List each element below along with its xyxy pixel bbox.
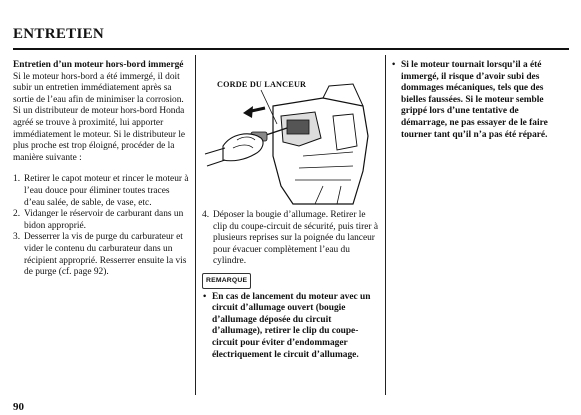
title-rule [13, 48, 569, 50]
intro-paragraph: Si le moteur hors-bord a été immergé, il doit subir un entretien immédiatement après sa sortie de l’eau afin de minimiser la corrosion. Si un distributeur de moteur hors-bord Honda agréé se trouve à proximité, lui apporter immédiatement le moteur. Si le distributeur le plus proche est trop éloigné, procéder de la manière suivante : [13, 71, 186, 163]
step-text: Desserrer la vis de purge du carburateur et vider le contenu du carburateur dans un récipient approprié. Resserrer ensuite la vis de purge (cf. page 92). [24, 232, 187, 278]
middle-column [202, 210, 380, 361]
column-divider-left [195, 55, 196, 395]
section-subhead: Entretien d’un moteur hors-bord immergé [13, 60, 184, 70]
step-number: 1. [13, 174, 21, 185]
step-text: Retirer le capot moteur et rincer le moteur à l’eau douce pour éliminer toutes traces d’eau salée, de sable, de vase, etc. [24, 174, 189, 208]
remark-wrap [202, 273, 380, 289]
step-number: 4. [202, 210, 210, 220]
right-column [391, 60, 567, 141]
step-number: 3. [13, 232, 21, 243]
column-divider-right [385, 55, 386, 395]
warning-text: Si le moteur tournait lorsqu’il a été immergé, il risque d’avoir subi des dommages mécaniques, tels que des bielles faussées. Si le moteur semble grippé lors d’une tentative de démarrage, ne pas essayer de le faire tourner tant qu’il n’a pas été réparé. [401, 60, 548, 140]
starter-rope-illustration [203, 76, 376, 206]
bullet-glyph: • [203, 291, 207, 302]
steps-list [13, 174, 189, 278]
step-item-3 [13, 232, 189, 278]
remark-text: En cas de lancement du moteur avec un circuit d’allumage ouvert (bougie d’allumage déposée du circuit d’allumage), retirer le clip du coupe-circuit pour éviter d’endommager électriquement le circuit d’allumage. [212, 291, 371, 360]
step-number: 2. [13, 209, 21, 220]
page-number: 90 [13, 401, 24, 413]
step-item-4 [202, 210, 380, 268]
step-item-1 [13, 174, 189, 209]
step-item-2 [13, 209, 189, 232]
step-4-list [202, 210, 380, 268]
step-text: Déposer la bougie d’allumage. Retirer le clip du coupe-circuit de sécurité, puis tirer à plusieurs reprises sur la poignée du lanceur pour évacuer complètement l’eau du cylindre. [213, 210, 379, 267]
warning-note [391, 60, 567, 141]
figure-label: CORDE DU LANCEUR [217, 80, 307, 89]
step-text: Vidanger le réservoir de carburant dans un bidon approprié. [24, 209, 184, 231]
bullet-glyph: • [392, 60, 396, 70]
remark-note [202, 292, 380, 362]
left-column [13, 60, 189, 279]
page-title: ENTRETIEN [13, 26, 105, 42]
remark-badge: REMARQUE [202, 273, 251, 289]
